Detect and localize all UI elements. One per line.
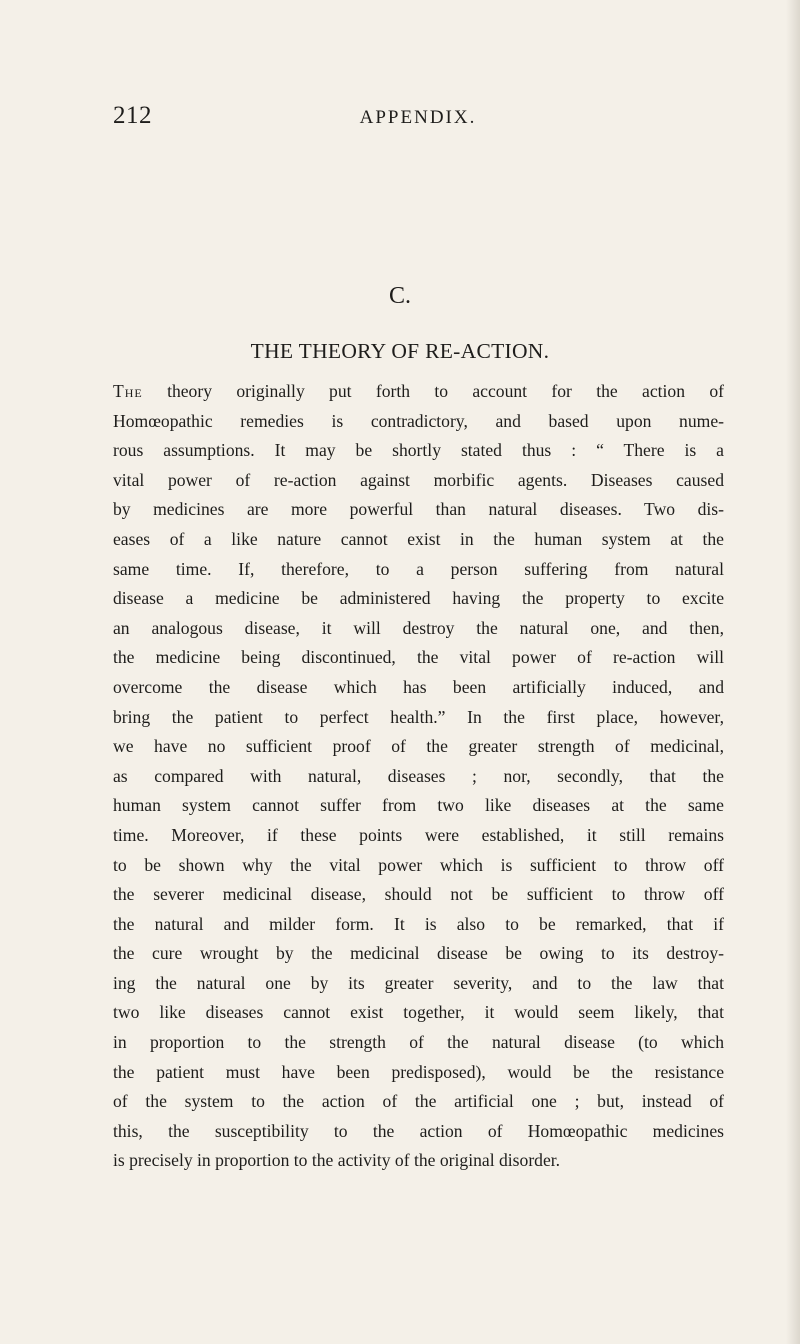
page-number: 212: [113, 102, 152, 129]
paragraph-line: an analogous disease, it will destroy the natural one, and then,: [113, 617, 724, 638]
section-letter: C.: [388, 283, 411, 309]
paragraph-line: to be shown why the vital power which is sufficient to throw off: [113, 854, 724, 875]
paragraph-line: is precisely in proportion to the activity of the original disorder.: [113, 1150, 561, 1171]
paragraph-line-text: theory originally put forth to account for the action of: [142, 381, 724, 401]
paragraph-line: bring the patient to perfect health.” In the first place, however,: [113, 706, 724, 727]
paragraph-line: disease a medicine be administered having the property to excite: [113, 588, 724, 609]
paragraph-line: human system cannot suffer from two like diseases at the same: [113, 795, 724, 816]
body-paragraph: [113, 377, 724, 1176]
paragraph-line: as compared with natural, diseases ; nor, secondly, that the: [113, 765, 724, 786]
paragraph-line: in proportion to the strength of the natural disease (to which: [113, 1032, 724, 1053]
paragraph-line: two like diseases cannot exist together, it would seem likely, that: [113, 1002, 724, 1023]
paragraph-line: the cure wrought by the medicinal disease be owing to its destroy-: [113, 943, 724, 964]
section-title: THE THEORY OF RE-ACTION.: [250, 339, 550, 363]
paragraph-line: of the system to the action of the artificial one ; but, instead of: [113, 1091, 724, 1112]
paragraph-line: vital power of re-action against morbific agents. Diseases caused: [113, 469, 724, 490]
paragraph-line: the natural and milder form. It is also to be remarked, that if: [113, 913, 724, 934]
paragraph-line: this, the susceptibility to the action of Homœopathic medicines: [113, 1120, 724, 1141]
running-title: APPENDIX.: [359, 107, 477, 128]
paragraph-first-word: The: [113, 381, 143, 401]
paragraph-line: the patient must have been predisposed), would be the resistance: [113, 1061, 724, 1082]
paragraph-line: we have no sufficient proof of the greater strength of medicinal,: [113, 736, 724, 757]
paragraph-line: Homœopathic remedies is contradictory, and based upon nume-: [113, 410, 724, 431]
paragraph-line: [113, 377, 724, 407]
paragraph-line: same time. If, therefore, to a person suffering from natural: [113, 558, 724, 579]
paragraph-line: the severer medicinal disease, should not be sufficient to throw off: [113, 884, 724, 905]
running-head: [113, 101, 723, 133]
paragraph-line: by medicines are more powerful than natural diseases. Two dis-: [113, 499, 724, 520]
paragraph-line: the medicine being discontinued, the vital power of re-action will: [113, 647, 724, 668]
paragraph-line: ing the natural one by its greater severity, and to the law that: [113, 972, 724, 993]
paragraph-line: overcome the disease which has been artificially induced, and: [113, 676, 724, 697]
paragraph-line: time. Moreover, if these points were established, it still remains: [113, 824, 724, 845]
paragraph-line: eases of a like nature cannot exist in the human system at the: [113, 528, 724, 549]
paragraph-line: rous assumptions. It may be shortly stated thus : “ There is a: [113, 440, 724, 461]
page-edge-shadow: [786, 0, 800, 1344]
